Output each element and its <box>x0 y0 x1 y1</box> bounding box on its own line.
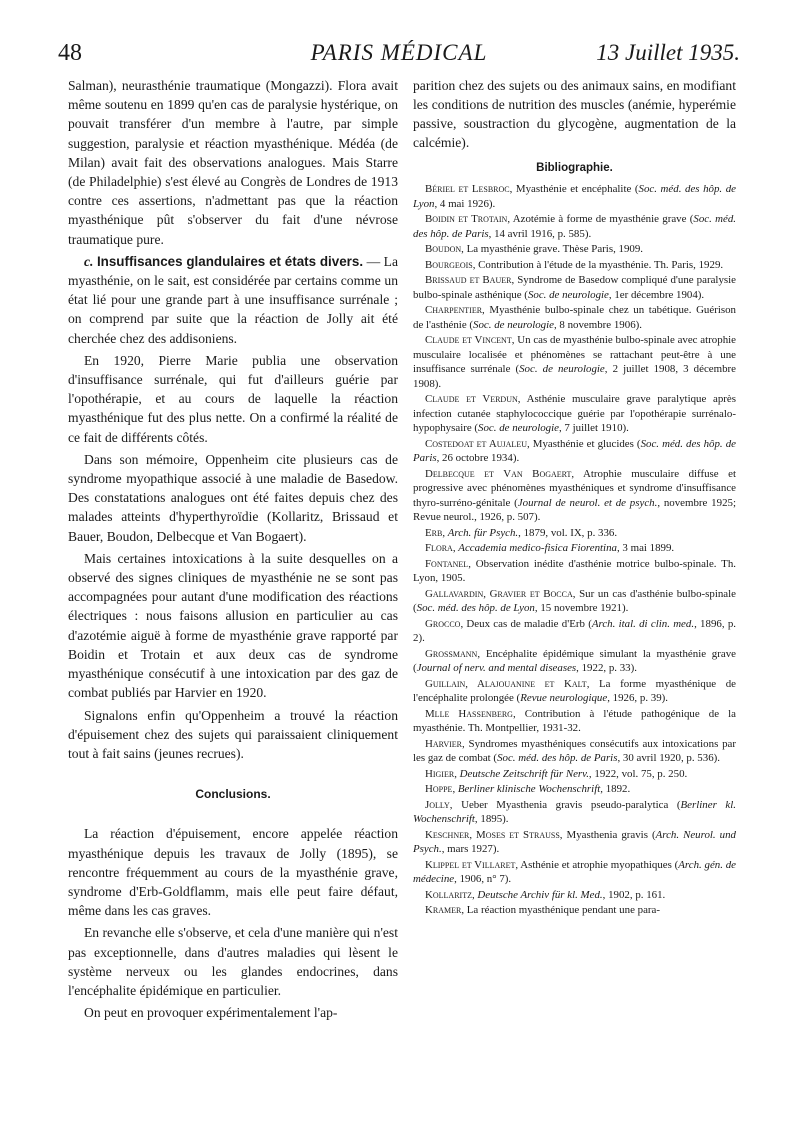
bibliography-end: , mars 1927). <box>441 843 500 855</box>
bibliography-source: Deutsche Archiv für kl. Med. <box>477 888 603 901</box>
bibliography-source: Soc. méd. des hôp. de Paris <box>413 437 736 464</box>
bibliography-text: , La réaction myasthénique pendant une para- <box>461 904 660 916</box>
bibliography-text: , <box>452 783 458 795</box>
bibliography-author: Brissaud et Bauer <box>425 274 512 286</box>
paragraph: parition chez des sujets ou des animaux sains, en modifiant les conditions de nutrition des muscles (anémie, hyperémie passive, soustraction du glycogène, augmentation de la calcémie). <box>413 78 736 150</box>
bibliography-text: , Syndrome de Basedow compliqué d'une paralysie bulbo-spinale asthénique ( <box>413 274 736 301</box>
bibliography-text: , Myasthénie et encéphalite ( <box>509 183 639 195</box>
bibliography-entry <box>413 541 736 556</box>
bibliography-end: , 4 mai 1926). <box>434 197 496 210</box>
page-header <box>58 32 740 72</box>
bibliography-text: , Encéphalite épidémique simulant la myasthénie grave ( <box>413 647 736 674</box>
paragraph: Dans son mémoire, Oppenheim cite plusieurs cas de syndrome myopathique associé à une maladie de Basedow. Des constatations analogues ont été faites depuis chez des malades atteints d'hyperthyroïdie (Kollaritz, Brissaud et Bauer, Boudon, Delbecque et Van Bogaert). <box>68 451 398 544</box>
paragraph: La réaction d'épuisement, encore appelée réaction myasthénique depuis les travaux de Jolly (1895), se rencontre fréquemment au cours de la myasthénie grave, syndrome d'Erb-Goldflamm, mais elle peut faire défaut, même dans les cas graves. <box>68 826 398 919</box>
bibliography-text: , Sur un cas d'asthénie bulbo-spinale ( <box>413 587 736 614</box>
bibliography-source: Berliner klinische Wochenschrift <box>457 783 601 795</box>
bibliography-source: Journal de neurol. et de psych. <box>517 496 658 509</box>
bibliography-entry <box>413 182 736 211</box>
issue-date: 13 Juillet 1935. <box>596 40 740 65</box>
paragraph: En revanche elle s'observe, et cela d'une manière qui n'est pas exceptionnelle, dans d'autres maladies qui lèsent le système nerveux ou les glandes endocrines, dans l'encéphalite épidémique en particulier. <box>68 925 398 998</box>
bibliography-end: , 3 mai 1899. <box>616 542 675 554</box>
bibliography-entry <box>413 617 736 646</box>
bibliography-author: Jolly <box>425 798 450 811</box>
subsection-text: — La myasthénie, on le sait, est considérée par certains comme un état lié pour une grande part à une insuffisance surrénale ; on comprend par suite que la réaction de Jolly ait été cherchée chez des addisoniens. <box>68 253 399 346</box>
bibliography-author: Charpentier <box>425 304 483 316</box>
bibliography-text: , Myasthénie bulbo-spinale chez un tabétique. Guérison de l'asthénie ( <box>413 304 736 331</box>
bibliography-source: Soc. de neurologie <box>519 363 605 375</box>
bibliography-end: , 26 octobre 1934). <box>436 452 520 464</box>
bibliography-text: , Contribution à l'étude de la myasthénie. Th. Paris, 1929. <box>472 258 724 271</box>
page-number: 48 <box>58 40 82 66</box>
bibliography-source: Arch. Neurol. und Psych. <box>413 828 736 855</box>
bibliography-entry <box>413 273 736 302</box>
bibliography-text: , <box>471 888 478 901</box>
bibliography-entry <box>413 647 736 676</box>
bibliography-entry <box>413 903 736 918</box>
bibliography-source: Deutsche Zeitschrift für Nerv. <box>459 767 589 780</box>
bibliography-text: , Myasthénie et glucides ( <box>526 437 641 450</box>
bibliography-source: Journal of nerv. and mental diseases <box>416 662 577 674</box>
bibliography-source: Soc. méd. des hôp. de Paris <box>497 752 618 764</box>
bibliography-end: , 1922, p. 33). <box>576 662 637 674</box>
paragraph: On peut en provoquer expérimentalement l'ap- <box>84 1005 338 1021</box>
left-column <box>68 76 398 1025</box>
bibliography-end: , 8 novembre 1906). <box>553 318 642 331</box>
bibliography-author: Grocco <box>425 617 461 630</box>
bibliography-entry <box>413 557 736 586</box>
bibliography-entry <box>413 258 736 273</box>
bibliography-text: , Myasthenia gravis ( <box>559 828 656 841</box>
section-heading-conclusions: Conclusions. <box>195 787 271 802</box>
bibliography-entry <box>413 242 736 257</box>
bibliography-author: Bourgeois <box>425 258 473 271</box>
bibliography-entry <box>413 303 736 332</box>
bibliography-entry <box>413 526 736 541</box>
bibliography-end: , 30 avril 1920, p. 536). <box>617 752 720 764</box>
bibliography-end: , 1896, p. 2). <box>413 617 737 644</box>
bibliography-source: Accademia medico-fisica Fiorentina <box>458 542 617 554</box>
bibliography-source: Arch. für Psych. <box>447 526 519 539</box>
bibliography-author: Kollaritz <box>425 888 472 901</box>
bibliography-author: Claude et Verdun <box>425 393 518 405</box>
bibliography-author: Keschner, Moses et Strauss <box>425 828 560 841</box>
bibliography-author: Boidin et Trotain <box>425 213 508 225</box>
bibliography-text: , Contribution à l'étude pathogénique de la myasthénie. Th. Montpellier, 1931-32. <box>413 707 736 734</box>
bibliography-entry <box>413 782 736 797</box>
paragraph: Mais certaines intoxications à la suite desquelles on a observé des signes cliniques de myasthénie ne se sont pas accompagnées pour autant d'une modification des réactions électriques : nous faisons allusion en particulier au cas d'azotémie aiguë à forme de myasthénie grave rapporté par Boidin et Trotain et aux deux cas de syndrome myasthénique consécutif à une intoxication par des gaz de combat publiés par Harvier en 1920. <box>68 550 398 701</box>
bibliography-source: Soc. méd. des hôp. de Paris <box>413 213 736 240</box>
bibliography-text: , <box>442 526 448 539</box>
bibliography-entry <box>413 737 736 766</box>
bibliography-author: Costedoat et Aujaleu <box>425 437 527 450</box>
bibliography-text: , <box>454 767 460 780</box>
bibliography-end: , 2 juillet 1908, 3 décembre 1908). <box>413 363 736 390</box>
bibliography-source: Soc. de neurologie <box>527 288 609 301</box>
bibliography-text: , <box>452 542 459 554</box>
bibliography-text: , Syndromes myasthéniques consécutifs aux intoxications par les gaz de combat ( <box>413 737 736 764</box>
bibliography-end: , 1892. <box>600 783 631 795</box>
bibliography-author: Claude et Vincent <box>425 334 512 346</box>
bibliography-entry <box>413 392 736 436</box>
bibliography-text: , Azotémie à forme de myasthénie grave ( <box>507 213 694 225</box>
bibliography-source: Soc. méd. des hôp. de Lyon <box>416 602 535 614</box>
bibliography-author: Erb <box>425 526 443 539</box>
bibliography-end: , 1895). <box>474 813 509 825</box>
bibliography-source: Revue neurologique <box>520 692 608 704</box>
subsection-letter: c. <box>84 253 94 269</box>
bibliography-source: Soc. de neurologie <box>478 422 559 434</box>
bibliography-author: Fontanel <box>425 557 469 570</box>
bibliography-text: , Deux cas de maladie d'Erb ( <box>460 617 592 630</box>
bibliography-source: Soc. de neurologie <box>473 318 554 331</box>
bibliography-author: Bériel et Lesbroc <box>425 183 510 195</box>
bibliography-text: , Un cas de myasthénie bulbo-spinale avec atrophie musculaire localisée et phénomènes se rattachant peut-être à une insuffisance surrénale ( <box>413 334 736 375</box>
bibliography-entry <box>413 212 736 241</box>
bibliography-source: Berliner kl. Wochenschrift <box>413 798 736 825</box>
subsection-paragraph <box>68 252 398 348</box>
bibliography-text: , Atrophie musculaire diffuse et progressive avec phénomènes myasthéniques et syndrome d'insuffisance thyro-surréno-génitale ( <box>413 467 736 509</box>
bibliography-entry <box>413 888 736 903</box>
paragraph: Salman), neurasthénie traumatique (Mongazzi). Flora avait même soutenu en 1899 qu'en cas de paralysie hystérique, on pouvait transférer d'un membre à l'autre, par simple suggestion, paralysie et réaction myasthénique. Médéa (de Milan) avait fait des observations analogues. Mais Starre (de Philadelphie) s'est élevé au Congrès de Londres de 1913 contre ces assertions, n'admettant pas que la réaction myasthénique pût s'observer du fait d'une névrose traumatique pure. <box>68 78 398 247</box>
bibliography-author: Kramer <box>425 904 462 916</box>
bibliography-text: , Ueber Myasthenia gravis pseudo-paralytica ( <box>449 798 681 811</box>
bibliography-source: Soc. méd. des hôp. de Lyon <box>413 183 736 210</box>
bibliography-text: , Observation inédite d'asthénie motrice bulbo-spinale. Th. Lyon, 1905. <box>413 557 736 584</box>
bibliography-author: Higier <box>425 767 455 780</box>
bibliography-author: Hoppe <box>425 783 453 795</box>
bibliography-source: Arch. ital. di clin. med. <box>591 617 695 630</box>
subsection-title: Insuffisances glandulaires et états divers. <box>96 253 364 269</box>
bibliography-author: Boudon <box>425 243 462 255</box>
bibliography-author: Delbecque et Van Bogaert <box>425 467 572 480</box>
bibliography-text: , La forme myasthénique de l'encéphalite prolongée ( <box>413 677 737 704</box>
bibliography-end: , 1926, p. 39). <box>607 692 669 704</box>
bibliography-entry <box>413 437 736 466</box>
right-column <box>413 76 736 919</box>
bibliography-author: Klippel et Villaret <box>425 858 516 871</box>
bibliography-author: Harvier <box>425 737 463 750</box>
bibliography-entry <box>413 828 736 857</box>
bibliography-end: , 1902, p. 161. <box>602 888 666 901</box>
bibliography-entry <box>413 858 736 887</box>
bibliography-source: Arch. gén. de médecine <box>413 858 736 885</box>
bibliography-author: Grossmann <box>425 647 478 660</box>
bibliography-list <box>413 182 736 918</box>
bibliography-end: , 7 juillet 1910). <box>558 422 629 434</box>
bibliography-end: , 1906, n° 7). <box>454 873 512 885</box>
bibliography-end: , 1922, vol. 75, p. 250. <box>588 767 688 780</box>
bibliography-author: Gallavardin, Gravier et Bocca <box>425 587 573 600</box>
section-heading-bibliographie: Bibliographie. <box>536 162 613 174</box>
bibliography-entry <box>413 767 736 782</box>
bibliography-text: , La myasthénie grave. Thèse Paris, 1909. <box>461 243 644 255</box>
bibliography-entry <box>413 333 736 391</box>
paragraph: En 1920, Pierre Marie publia une observation d'insuffisance surrénale, qui fut d'ailleurs guérie par l'opothérapie, et au cours de laquelle la réaction myasthénique fut des plus nette. On a confirmé la réalité de ce fait de différents côtés. <box>68 352 398 445</box>
bibliography-end: , 1879, vol. IX, p. 336. <box>518 526 618 539</box>
bibliography-end: , 14 avril 1916, p. 585). <box>488 227 592 240</box>
bibliography-text: , Asthénie musculaire grave paralytique après infection cutanée staphylococcique guérie par l'opothérapie surrénalo-hypophysaire ( <box>413 393 736 434</box>
bibliography-text: , Asthénie et atrophie myopathiques ( <box>515 858 679 871</box>
paragraph: Signalons enfin qu'Oppenheim a trouvé la réaction d'épuisement chez des sujets qui paraissaient cliniquement tout à fait sains (jeunes recrues). <box>68 707 398 761</box>
bibliography-entry <box>413 798 736 827</box>
bibliography-entry <box>413 677 736 706</box>
bibliography-end: , novembre 1925; Revue neurol., 1926, p. 507). <box>413 496 736 523</box>
journal-title: PARIS MÉDICAL <box>310 40 488 65</box>
bibliography-author: Mlle Hassenberg <box>425 707 513 720</box>
bibliography-end: , 1er décembre 1904). <box>608 288 705 301</box>
bibliography-entry <box>413 707 736 736</box>
bibliography-end: , 15 novembre 1921). <box>534 602 629 614</box>
bibliography-entry <box>413 587 736 616</box>
bibliography-author: Flora <box>425 542 453 554</box>
bibliography-entry <box>413 467 736 525</box>
bibliography-author: Guillain, Alajouanine et Kalt <box>425 677 587 690</box>
